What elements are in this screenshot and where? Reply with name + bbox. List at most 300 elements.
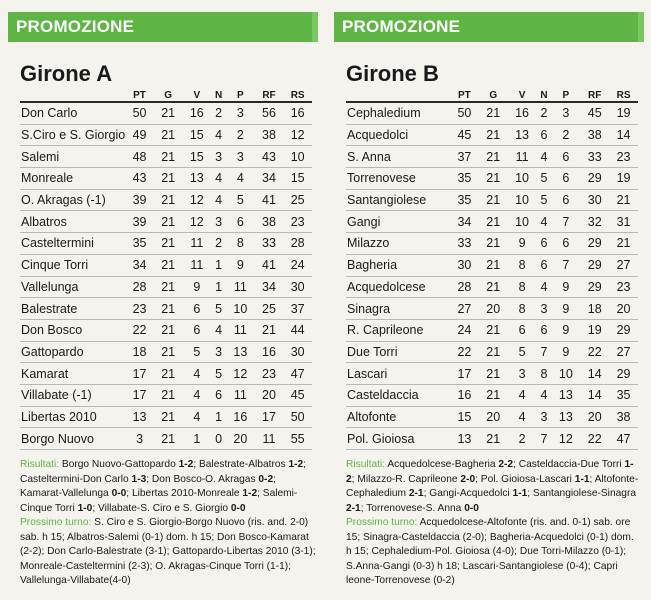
table-header-row [346,86,638,102]
stat-p: 12 [551,428,580,450]
stat-v: 9 [183,276,212,298]
standings-body [20,102,312,450]
stat-v: 5 [508,341,537,363]
stat-rs: 19 [609,102,638,124]
match-score: 1-1 [574,473,590,485]
match-score: 1-1 [512,488,528,499]
team-name: Borgo Nuovo [20,428,125,450]
match-score: 2-2 [498,459,514,470]
group-title: Girone B [346,61,439,86]
stat-pt: 50 [450,102,479,124]
stat-g: 21 [479,254,508,276]
stat-pt: 50 [125,102,154,124]
table-row [346,254,638,276]
stat-rs: 47 [283,363,312,385]
team-name: S. Anna [346,146,450,168]
match-score: 1-3 [131,473,147,485]
table-row [346,428,638,450]
stat-v: 11 [183,254,212,276]
stat-rf: 34 [255,168,284,190]
group-title: Girone A [20,61,113,86]
match-teams: ; Don Bosco-O. Akragas [146,473,259,485]
stat-g: 21 [479,233,508,255]
next-round-text: Acquedolcese-Altofonte (ris. and. 0-1) sab. ore 15; Sinagra-Casteldaccia (2-0); Bagheria-Acquedolci (0-1) dom. h 15; Cephaledium-Pol. Gioiosa (4-0); Due Torri-Milazzo (0-1); S.Anna-Gangi (0-3) h 18; Lascari-Santangiolese (0-4); Capri leone-Torrenovese (0-2) [346,517,634,586]
match-teams: ; Santangiolese-Sinagra [527,488,637,499]
stat-p: 7 [551,254,580,276]
column-header-team [20,86,125,102]
table-row [346,341,638,363]
stat-v: 16 [508,102,537,124]
stat-rf: 29 [580,254,609,276]
stat-p: 6 [551,233,580,255]
team-name: Sinagra [346,298,450,320]
stat-rf: 41 [255,189,284,211]
stat-pt: 28 [450,276,479,298]
stat-n: 4 [211,189,226,211]
stat-g: 21 [479,276,508,298]
stat-p: 13 [226,341,255,363]
column-header-rf: RF [262,90,276,101]
table-header-row [20,86,312,102]
column-header-pt: PT [133,90,146,101]
stat-n: 6 [211,384,226,406]
team-name: Villabate (-1) [20,384,125,406]
stat-rs: 38 [609,406,638,428]
match-teams: ; Torrenovese-S. Anna [360,502,465,514]
stat-rs: 15 [283,168,312,190]
match-score: 2-1 [408,488,424,499]
match-teams: ; Libertas 2010-Monreale [126,488,243,499]
stat-g: 21 [154,102,183,124]
table-row [346,233,638,255]
stat-rs: 30 [283,276,312,298]
table-row [20,363,312,385]
stat-p: 9 [551,276,580,298]
stat-n: 8 [536,363,551,385]
stat-n: 3 [211,211,226,233]
stat-n: 2 [211,233,226,255]
stat-g: 21 [154,124,183,146]
match-teams: Borgo Nuovo-Gattopardo [59,459,179,470]
table-row [20,189,312,211]
stat-rs: 24 [283,254,312,276]
table-row [346,384,638,406]
column-header-rs: RS [616,90,631,101]
stat-rf: 29 [580,168,609,190]
results-text [346,459,638,514]
stat-pt: 17 [125,384,154,406]
table-row [346,298,638,320]
stat-rs: 20 [609,298,638,320]
stat-g: 21 [154,384,183,406]
stat-rs: 27 [609,341,638,363]
stat-rf: 43 [255,146,284,168]
column-header-g: G [489,90,498,101]
stat-v: 4 [183,363,212,385]
stat-rs: 29 [609,363,638,385]
stat-pt: 30 [450,254,479,276]
stat-n: 3 [211,146,226,168]
column-header-v: V [518,90,526,101]
match-score: 1-2 [288,459,304,470]
stat-p: 3 [226,102,255,124]
column-header-v: V [193,90,201,101]
stat-pt: 28 [125,276,154,298]
stat-p: 12 [226,363,255,385]
table-row [20,341,312,363]
stat-p: 13 [551,384,580,406]
team-name: Libertas 2010 [20,406,125,428]
results-text [20,459,306,514]
standings-body [346,102,638,450]
team-name: R. Caprileone [346,319,450,341]
match-teams: ; Milazzo-R. Caprileone [351,473,461,485]
column-header-rf: RF [588,90,602,101]
match-score: 0-0 [464,502,479,514]
stat-g: 21 [154,341,183,363]
stat-g: 21 [154,189,183,211]
team-name: Don Carlo [20,102,125,124]
team-name: Casteldaccia [346,384,450,406]
stat-v: 12 [183,189,212,211]
stat-rf: 45 [580,102,609,124]
stat-p: 6 [551,146,580,168]
stat-p: 10 [551,363,580,385]
table-row [346,124,638,146]
stat-rf: 18 [580,298,609,320]
stat-g: 21 [154,168,183,190]
stat-rs: 19 [609,168,638,190]
stat-p: 6 [551,168,580,190]
table-row [346,146,638,168]
stat-n: 1 [211,406,226,428]
stat-g: 21 [154,298,183,320]
stat-p: 13 [551,406,580,428]
stat-rs: 14 [609,124,638,146]
stat-v: 13 [508,124,537,146]
team-name: Bagheria [346,254,450,276]
stat-n: 4 [211,168,226,190]
team-name: Casteltermini [20,233,125,255]
team-name: Pol. Gioiosa [346,428,450,450]
stat-p: 8 [226,233,255,255]
stat-n: 6 [536,254,551,276]
stat-n: 2 [211,102,226,124]
stat-n: 7 [536,428,551,450]
table-row [346,363,638,385]
column-header-team [346,86,450,102]
results-block [346,458,642,589]
stat-v: 15 [183,146,212,168]
column-header-p: P [237,90,244,101]
stat-g: 21 [154,254,183,276]
team-name: Gattopardo [20,341,125,363]
stat-rs: 23 [609,146,638,168]
match-teams: ; Gangi-Acquedolci [423,488,513,499]
table-row [20,406,312,428]
stat-rs: 28 [283,233,312,255]
stat-n: 4 [536,211,551,233]
stat-v: 8 [508,298,537,320]
stat-rf: 25 [255,298,284,320]
stat-g: 21 [154,428,183,450]
team-name: Milazzo [346,233,450,255]
match-teams: ; Altofonte-Cephaledium [346,473,639,499]
match-teams: ; Salemi-Cinque Torri [20,488,298,514]
match-score: 0-2 [258,473,274,485]
team-name: Lascari [346,363,450,385]
stat-v: 16 [183,102,212,124]
table-row [346,189,638,211]
stat-n: 5 [211,298,226,320]
next-round-label: Prossimo turno: [346,517,418,528]
stat-pt: 22 [450,341,479,363]
stat-pt: 17 [125,363,154,385]
table-row [20,233,312,255]
stat-rf: 30 [580,189,609,211]
stat-g: 21 [479,102,508,124]
stat-pt: 45 [450,124,479,146]
stat-g: 20 [479,298,508,320]
stat-n: 3 [211,341,226,363]
stat-pt: 33 [450,233,479,255]
stat-pt: 16 [450,384,479,406]
standings-table [346,86,638,450]
stat-rs: 50 [283,406,312,428]
stat-n: 4 [211,124,226,146]
stat-g: 21 [479,211,508,233]
stat-rs: 45 [283,384,312,406]
stat-pt: 23 [125,298,154,320]
table-row [20,298,312,320]
stat-pt: 35 [450,189,479,211]
match-score: 1-2 [346,459,634,485]
stat-p: 16 [226,406,255,428]
team-name: Don Bosco [20,319,125,341]
stat-p: 3 [226,146,255,168]
stat-v: 8 [508,254,537,276]
team-name: Acquedolcese [346,276,450,298]
team-name: Torrenovese [346,168,450,190]
table-row [20,384,312,406]
match-teams: ; Casteltermini-Don Carlo [20,459,307,485]
team-name: Altofonte [346,406,450,428]
stat-pt: 24 [450,319,479,341]
team-name: Monreale [20,168,125,190]
stat-rs: 25 [283,189,312,211]
stat-v: 6 [183,319,212,341]
stat-v: 15 [183,124,212,146]
stat-rf: 16 [255,341,284,363]
stat-v: 4 [183,406,212,428]
stat-v: 9 [508,233,537,255]
team-name: Santangiolese [346,189,450,211]
stat-pt: 34 [450,211,479,233]
stat-pt: 34 [125,254,154,276]
stat-rf: 14 [580,363,609,385]
match-score: 0-0 [230,502,246,514]
stat-rf: 14 [580,384,609,406]
match-teams: ; Casteldaccia-Due Torri [513,459,625,470]
stat-g: 21 [479,428,508,450]
stat-rs: 23 [283,211,312,233]
girone-b-column [334,0,640,589]
stat-p: 2 [226,124,255,146]
stat-rf: 22 [580,341,609,363]
table-row [20,102,312,124]
stat-rf: 22 [580,428,609,450]
stat-pt: 39 [125,211,154,233]
table-row [346,406,638,428]
match-teams: ; Pol. Gioiosa-Lascari [475,473,575,485]
stat-n: 3 [536,406,551,428]
stat-n: 2 [536,102,551,124]
stat-rf: 38 [580,124,609,146]
column-header-rs: RS [290,90,305,101]
stat-p: 11 [226,384,255,406]
stat-g: 20 [479,406,508,428]
match-score: 1-2 [178,459,194,470]
table-row [346,319,638,341]
stat-n: 6 [536,124,551,146]
stat-rs: 47 [609,428,638,450]
stat-n: 5 [536,189,551,211]
stat-g: 21 [479,189,508,211]
stat-rs: 23 [609,276,638,298]
match-score: 0-0 [111,488,127,499]
stat-rf: 20 [580,406,609,428]
stat-rs: 10 [283,146,312,168]
stat-p: 5 [226,189,255,211]
stat-n: 6 [536,233,551,255]
stat-n: 1 [211,276,226,298]
section-banner: PROMOZIONE [334,12,640,42]
next-round-label: Prossimo turno: [20,517,92,528]
team-name: Due Torri [346,341,450,363]
stat-pt: 17 [450,363,479,385]
stat-pt: 27 [450,298,479,320]
stat-p: 6 [226,211,255,233]
team-name: Vallelunga [20,276,125,298]
column-header-g: G [164,90,173,101]
stat-v: 12 [183,211,212,233]
stat-p: 9 [551,341,580,363]
stat-n: 5 [211,363,226,385]
stat-pt: 49 [125,124,154,146]
stat-n: 4 [536,276,551,298]
stat-rf: 34 [255,276,284,298]
stat-rf: 17 [255,406,284,428]
stat-v: 10 [508,211,537,233]
stat-p: 11 [226,276,255,298]
table-row [346,102,638,124]
stat-n: 4 [536,384,551,406]
stat-v: 6 [183,298,212,320]
stat-rs: 29 [609,319,638,341]
results-block [20,458,316,589]
stat-rf: 20 [255,384,284,406]
stat-rf: 29 [580,276,609,298]
stat-v: 11 [183,233,212,255]
next-round-text: S. Ciro e S. Giorgio-Borgo Nuovo (ris. and. 2-0) sab. h 15; Albatros-Salemi (0-1) dom. h 15; Don Bosco-Kamarat (2-2); Don Carlo-Balestrate (3-1); Gattopardo-Libertas 2010 (3-1); Monreale-Casteltermini (2-3); O. Akragas-Cinque Torri (1-1); Vallelunga-Villabate(4-0) [20,517,316,586]
stat-pt: 13 [450,428,479,450]
stat-p: 4 [226,168,255,190]
stat-rf: 23 [255,363,284,385]
stat-v: 10 [508,168,537,190]
stat-g: 21 [479,341,508,363]
stat-p: 3 [551,102,580,124]
results-label: Risultati: [346,459,386,470]
stat-n: 1 [211,254,226,276]
stat-pt: 3 [125,428,154,450]
stat-rs: 31 [609,211,638,233]
stat-v: 6 [508,319,537,341]
team-name: Gangi [346,211,450,233]
stat-rs: 21 [609,233,638,255]
team-name: S.Ciro e S. Giorgio [20,124,125,146]
stat-g: 21 [479,124,508,146]
table-row [20,276,312,298]
stat-p: 7 [551,211,580,233]
stat-rf: 32 [580,211,609,233]
team-name: Kamarat [20,363,125,385]
stat-v: 10 [508,189,537,211]
results-label: Risultati: [20,459,60,470]
table-row [20,146,312,168]
column-header-n: N [540,90,548,101]
match-score: 2-1 [346,502,361,514]
stat-pt: 13 [125,406,154,428]
stat-pt: 35 [125,233,154,255]
stat-pt: 43 [125,168,154,190]
stat-v: 8 [508,276,537,298]
stat-pt: 18 [125,341,154,363]
stat-rf: 33 [255,233,284,255]
stat-p: 2 [551,124,580,146]
table-row [346,276,638,298]
stat-v: 4 [508,384,537,406]
stat-pt: 15 [450,406,479,428]
stat-g: 21 [479,319,508,341]
section-banner: PROMOZIONE [8,12,314,42]
stat-p: 6 [551,189,580,211]
stat-pt: 48 [125,146,154,168]
stat-pt: 39 [125,189,154,211]
stat-rs: 27 [609,254,638,276]
stat-g: 21 [154,406,183,428]
standings-table [20,86,312,450]
table-row [20,428,312,450]
stat-p: 20 [226,428,255,450]
stat-rf: 19 [580,319,609,341]
team-name: O. Akragas (-1) [20,189,125,211]
stat-v: 4 [183,384,212,406]
stat-n: 4 [211,319,226,341]
stat-g: 21 [479,384,508,406]
table-row [20,254,312,276]
stat-n: 7 [536,341,551,363]
stat-p: 11 [226,319,255,341]
stat-n: 3 [536,298,551,320]
stat-g: 21 [154,211,183,233]
stat-n: 4 [536,146,551,168]
stat-rs: 55 [283,428,312,450]
stat-n: 5 [536,168,551,190]
stat-rs: 30 [283,341,312,363]
table-row [20,124,312,146]
match-teams: ; Balestrate-Albatros [193,459,289,470]
stat-g: 21 [154,233,183,255]
